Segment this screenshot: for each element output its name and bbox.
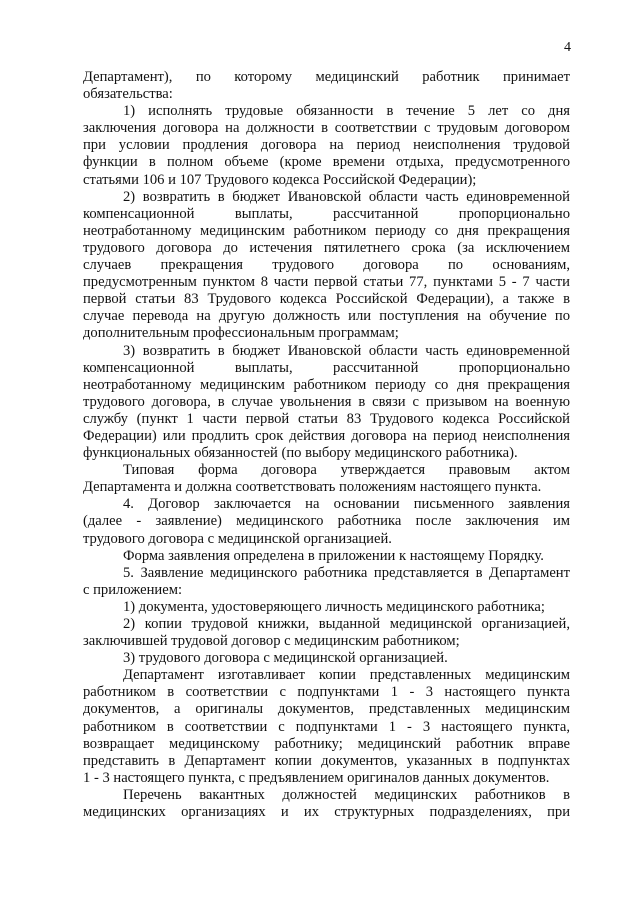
text-line: трудового договора, в случае увольнения в связи с призывом на военную	[83, 393, 570, 410]
text-line: 1 - 3 настоящего пункта, с предъявлением оригиналов данных документов.	[83, 769, 550, 786]
text-line: 4. Договор заключается на основании письменного заявления	[123, 496, 570, 513]
text-line: заключения договора на должности в соответствии с трудовым договором	[83, 120, 570, 137]
paragraph	[83, 787, 570, 821]
text-line: 1) документа, удостоверяющего личность медицинского работника;	[123, 598, 545, 615]
page-number: 4	[564, 40, 571, 55]
text-line: 2) копии трудовой книжки, выданной медицинской организацией,	[123, 616, 570, 632]
text-line: с приложением:	[83, 581, 183, 598]
paragraph	[83, 616, 570, 650]
text-line: 5. Заявление медицинского работника представляется в Департамент	[123, 564, 570, 581]
paragraph	[83, 496, 570, 547]
text-line: компенсационной выплаты, рассчитанной пропорционально	[83, 205, 570, 222]
text-line: дополнительным профессиональным программам;	[83, 325, 399, 342]
text-line: заключившей трудовой договор с медицинским работником;	[83, 633, 460, 650]
text-line: 3) возвратить в бюджет Ивановской области часть единовременной	[123, 342, 570, 359]
text-line: Департамент), по которому медицинский работник принимает	[83, 69, 570, 85]
text-line: работником в соответствии с подпунктами 1 - 3 настоящего пункта	[83, 684, 570, 701]
text-line: трудового договора до истечения пятилетнего срока (за исключением	[83, 239, 570, 256]
document-body	[83, 69, 570, 821]
text-line: статьями 106 и 107 Трудового кодекса Российской Федерации);	[83, 171, 477, 188]
text-line: функциональных обязанностей (по выбору медицинского работника).	[83, 445, 518, 462]
text-line: Перечень вакантных должностей медицинских работников в	[123, 786, 570, 803]
paragraph	[83, 565, 570, 599]
paragraph	[83, 103, 570, 188]
text-line: случае перевода на другую должность или поступления на обучение по	[83, 308, 570, 325]
text-line: 3) трудового договора с медицинской организацией.	[123, 650, 448, 667]
text-line: 2) возвратить в бюджет Ивановской области часть единовременной	[123, 188, 570, 205]
text-line: трудового договора с медицинской организацией.	[83, 530, 392, 547]
paragraph	[83, 69, 570, 103]
paragraph	[83, 667, 570, 787]
text-line: при условии продления договора на период неисполнения трудовой	[83, 137, 570, 154]
text-line: Департамента и должна соответствовать положениям настоящего пункта.	[83, 479, 542, 496]
text-line: документов, а оригиналы документов, представленных медицинским	[83, 701, 570, 718]
text-line: работником в соответствии с подпунктами 1 - 3 настоящего пункта,	[83, 718, 570, 735]
text-line: Форма заявления определена в приложении к настоящему Порядку.	[123, 547, 544, 564]
text-line: медицинских организациях и их структурных подразделениях, при	[83, 804, 570, 821]
text-line: (далее - заявление) медицинского работника после заключения им	[83, 513, 570, 530]
paragraph	[83, 189, 570, 343]
text-line: Типовая форма договора утверждается правовым актом	[123, 462, 570, 479]
text-line: представить в Департамент копии документов, указанных в подпунктах	[83, 752, 570, 769]
text-line: службу (пункт 1 части первой статьи 83 Трудового кодекса Российской	[83, 410, 570, 427]
text-line: неотработанному медицинским работником периоду со дня прекращения	[83, 222, 570, 239]
text-line: 1) исполнять трудовые обязанности в течение 5 лет со дня	[123, 103, 570, 120]
text-line: Федерации) или продлить срок действия договора на период неисполнения	[83, 427, 570, 444]
text-line: случаев прекращения трудового договора по основаниям,	[83, 257, 570, 274]
paragraph	[83, 548, 570, 565]
text-line: неотработанному медицинским работником периоду со дня прекращения	[83, 376, 570, 393]
text-line: предусмотренным пунктом 8 части первой статьи 77, пунктами 5 - 7 части	[83, 274, 570, 291]
paragraph	[83, 343, 570, 463]
text-line: обязательства:	[83, 86, 173, 103]
text-line: Департамент изготавливает копии представленных медицинским	[123, 667, 570, 684]
text-line: первой статьи 83 Трудового кодекса Российской Федерации), а также в	[83, 291, 570, 308]
paragraph	[83, 650, 570, 667]
text-line: компенсационной выплаты, рассчитанной пропорционально	[83, 359, 570, 376]
paragraph	[83, 599, 570, 616]
text-line: возвращает медицинскому работнику; медицинский работник вправе	[83, 735, 570, 752]
text-line: функции в полном объеме (кроме времени отдыха, предусмотренного	[83, 154, 570, 171]
paragraph	[83, 462, 570, 496]
